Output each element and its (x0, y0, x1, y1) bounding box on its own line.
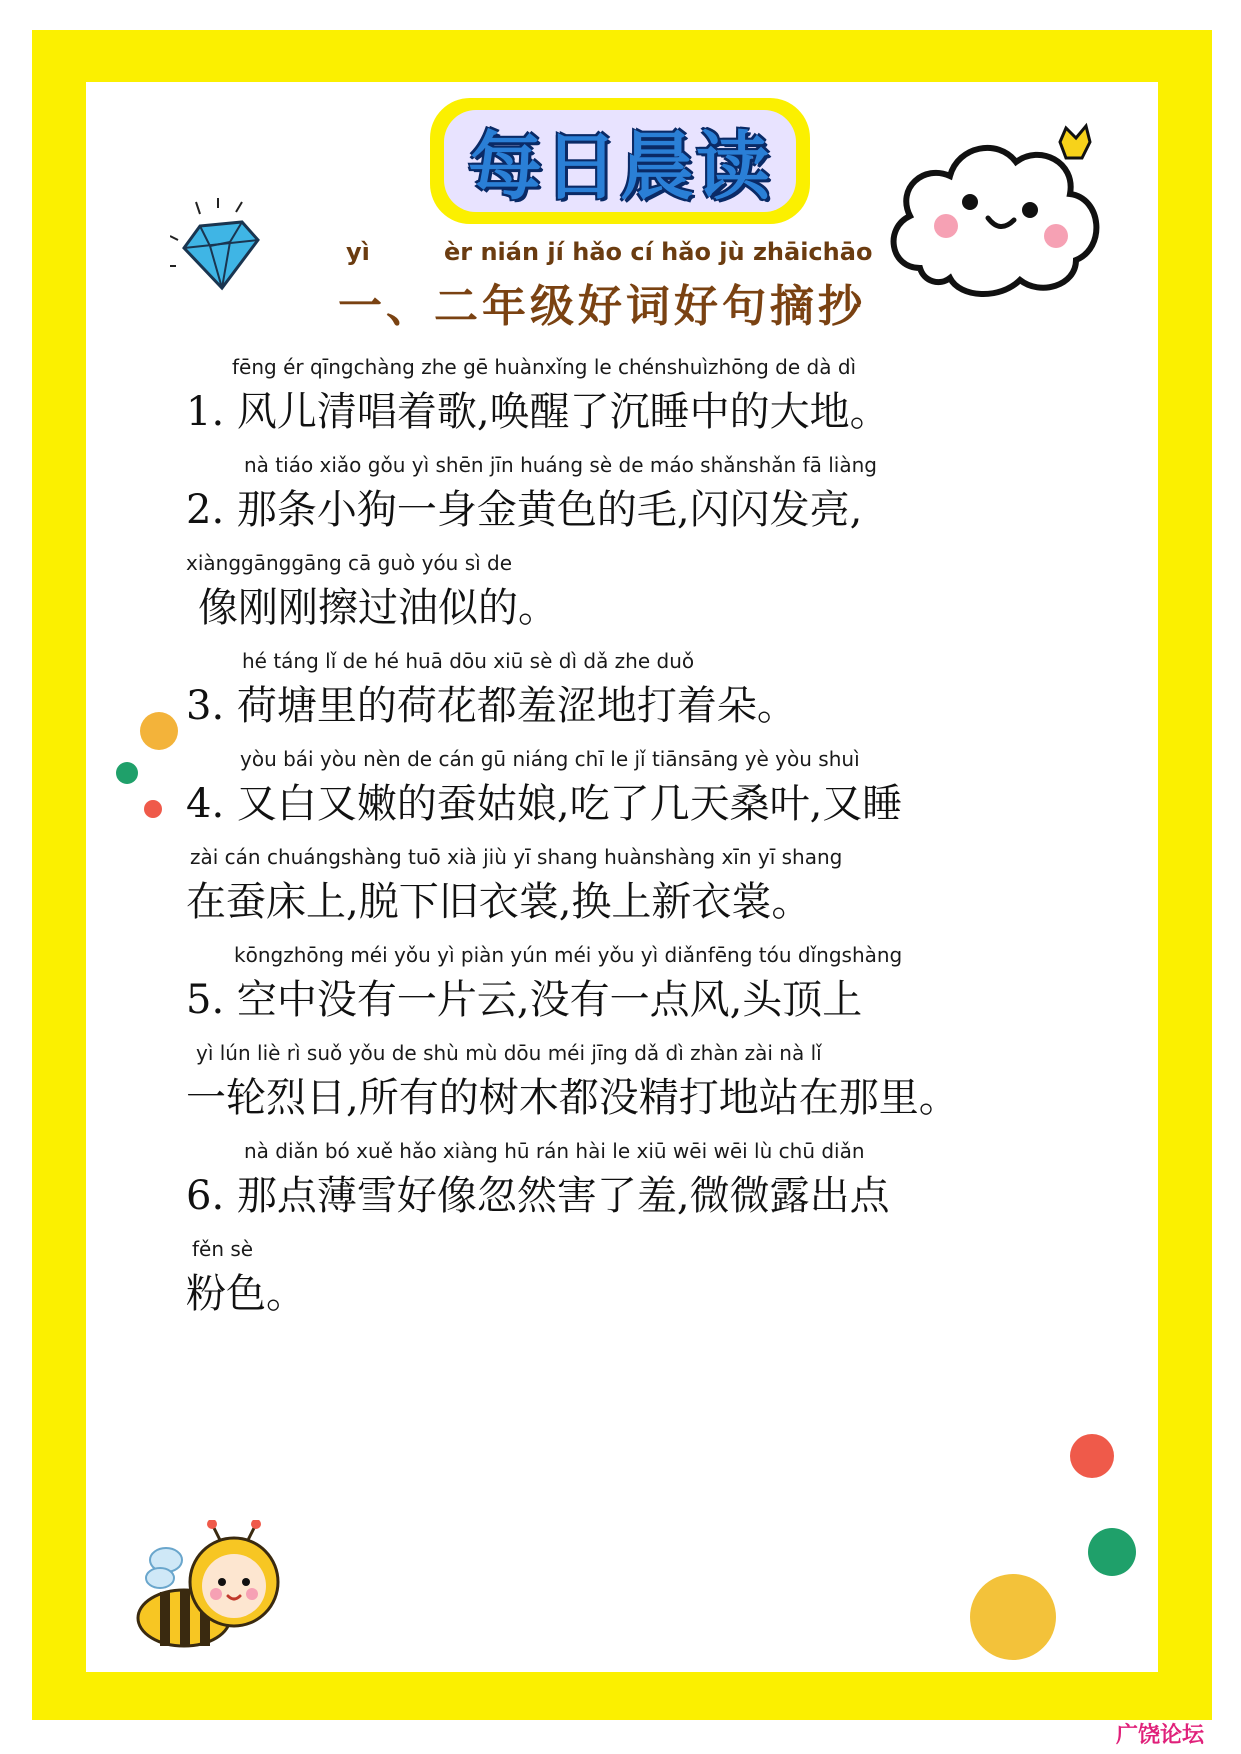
line-6-text: 在蚕床上,脱下旧衣裳,换上新衣裳。 (186, 879, 812, 925)
decor-dot-red-left (144, 800, 162, 818)
watermark: 广饶论坛 (1116, 1723, 1205, 1748)
decor-dot-orange-right (970, 1574, 1056, 1660)
line-9-text: 6. 那点薄雪好像忽然害了羞,微微露出点 (186, 1173, 890, 1219)
subtitle-pinyin-1: yì (346, 238, 370, 266)
line-1-text: 1. 风儿清唱着歌,唤醒了沉睡中的大地。 (186, 389, 890, 435)
decor-dot-red-right (1070, 1434, 1114, 1478)
subtitle-pinyin-2: èr nián jí hǎo cí hǎo jù zhāichāo (444, 238, 873, 266)
page-title: 每日晨读 (468, 124, 772, 210)
subtitle-text: 一、二年级好词好句摘抄 (338, 281, 866, 332)
decor-dot-green-right (1088, 1528, 1136, 1576)
line-3-text: 像刚刚擦过油似的。 (198, 585, 558, 631)
line-6-pinyin: zài cán chuángshàng tuō xià jiù yī shang huànshàng xīn yī shang (190, 845, 843, 869)
line-4-pinyin: hé táng lǐ de hé huā dōu xiū sè dì dǎ zhe duǒ (242, 649, 695, 673)
cloud-face-icon (880, 118, 1112, 308)
decor-dot-orange-left (140, 712, 178, 750)
line-8-text: 一轮烈日,所有的树木都没精打地站在那里。 (186, 1075, 959, 1121)
line-4-text: 3. 荷塘里的荷花都羞涩地打着朵。 (186, 683, 797, 729)
line-10-pinyin: fěn sè (192, 1237, 254, 1261)
line-8-pinyin: yì lún liè rì suǒ yǒu de shù mù dōu méi jīng dǎ dì zhàn zài nà lǐ (196, 1041, 822, 1065)
line-2-text: 2. 那条小狗一身金黄色的毛,闪闪发亮, (186, 487, 863, 533)
line-9-pinyin: nà diǎn bó xuě hǎo xiàng hū rán hài le xiū wēi wēi lù chū diǎn (244, 1139, 865, 1163)
diamond-icon (170, 196, 270, 296)
bee-icon (130, 1520, 290, 1660)
line-3-pinyin: xiànggānggāng cā guò yóu sì de (186, 551, 513, 575)
line-1-pinyin: fēng ér qīngchàng zhe gē huànxǐng le chénshuìzhōng de dà dì (232, 355, 857, 379)
line-7-text: 5. 空中没有一片云,没有一点风,头顶上 (186, 977, 863, 1023)
line-5-text: 4. 又白又嫩的蚕姑娘,吃了几天桑叶,又睡 (186, 781, 903, 827)
decor-dot-green-left (116, 762, 138, 784)
line-7-pinyin: kōngzhōng méi yǒu yì piàn yún méi yǒu yì diǎnfēng tóu dǐngshàng (234, 943, 903, 967)
line-5-pinyin: yòu bái yòu nèn de cán gū niáng chī le jǐ tiānsāng yè yòu shuì (240, 747, 860, 771)
line-2-pinyin: nà tiáo xiǎo gǒu yì shēn jīn huáng sè de máo shǎnshǎn fā liàng (244, 453, 877, 477)
line-10-text: 粉色。 (186, 1271, 306, 1317)
